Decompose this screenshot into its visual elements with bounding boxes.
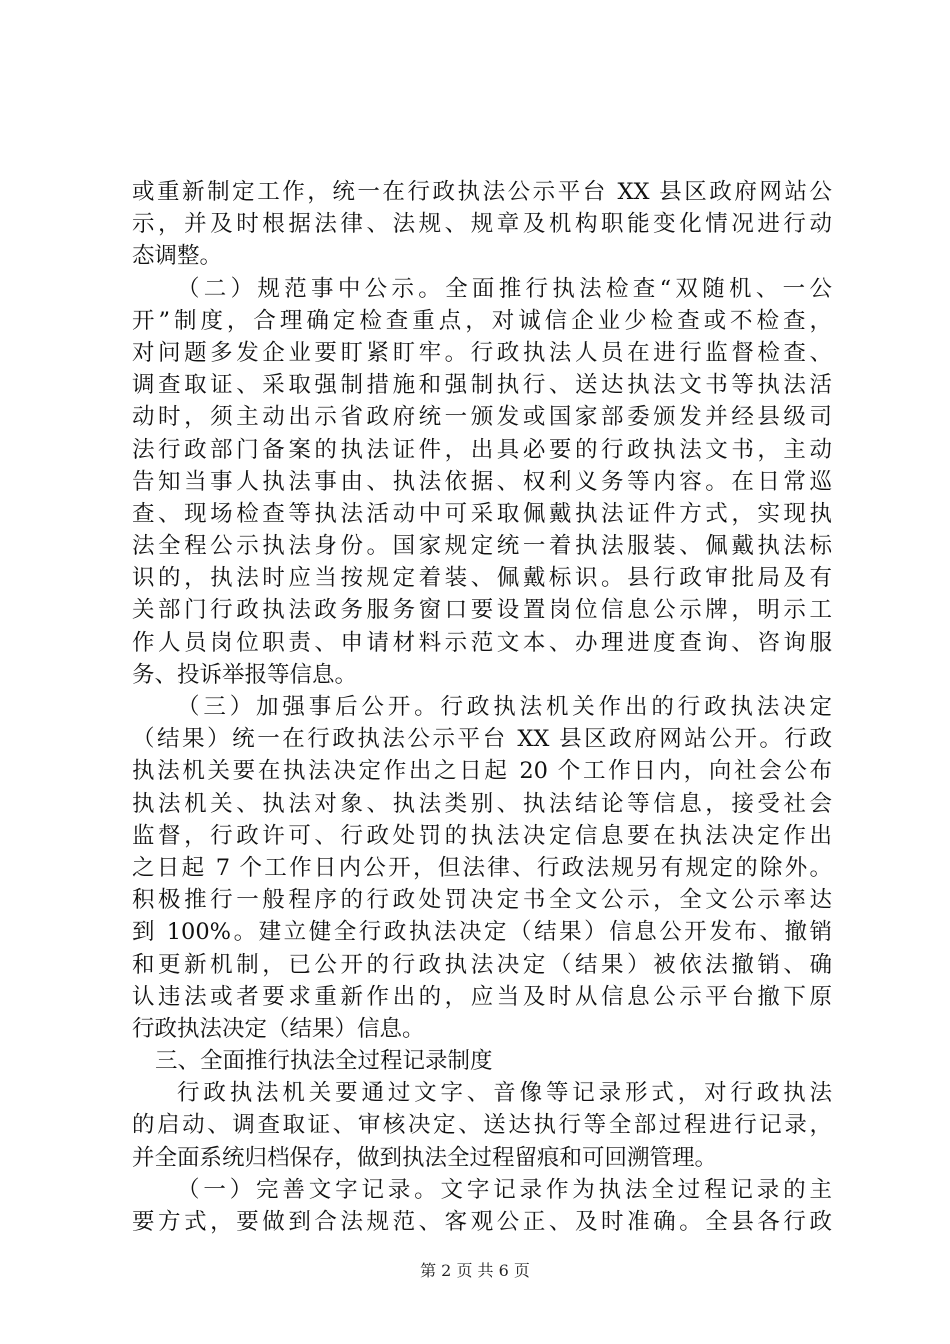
text-line: 调查取证、采取强制措施和强制执行、送达执法文书等执法活 [132,372,832,399]
text-line: 认违法或者要求重新作出的，应当及时从信息公示平台撤下原 [132,983,832,1010]
text-line: 法全程公示执法身份。国家规定统一着执法服装、佩戴执法标 [132,533,832,560]
text-line: （二）规范事中公示。全面推行执法检查“双随机、一公 [177,275,832,302]
text-line: 和更新机制，已公开的行政执法决定（结果）被依法撤销、确 [132,951,832,978]
text-line: 监督，行政许可、行政处罚的执法决定信息要在执法决定作出 [132,822,832,849]
text-line: 查、现场检查等执法活动中可采取佩戴执法证件方式，实现执 [132,500,832,527]
text-line: 执法机关要在执法决定作出之日起 20 个工作日内，向社会公布 [132,758,832,785]
text-line: 告知当事人执法事由、执法依据、权利义务等内容。在日常巡 [132,468,832,495]
text-line: 三、全面推行执法全过程记录制度 [155,1048,493,1075]
text-line: 并全面系统归档保存，做到执法全过程留痕和可回溯管理。 [132,1144,718,1171]
text-line: （三）加强事后公开。行政执法机关作出的行政执法决定 [177,694,832,720]
text-line: （一）完善文字记录。文字记录作为执法全过程记录的主 [177,1176,832,1203]
text-line: 示，并及时根据法律、法规、规章及机构职能变化情况进行动 [132,211,832,238]
text-line: 对问题多发企业要盯紧盯牢。行政执法人员在进行监督检查、 [132,339,832,366]
text-line: 行政执法机关要通过文字、音像等记录形式，对行政执法 [177,1080,832,1107]
text-line: 作人员岗位职责、申请材料示范文本、办理进度查询、咨询服 [132,629,832,656]
text-line: 识的，执法时应当按规定着装、佩戴标识。县行政审批局及有 [132,565,832,592]
text-line: 关部门行政执法政务服务窗口要设置岗位信息公示牌，明示工 [132,597,832,624]
text-line: 法行政部门备案的执法证件，出具必要的行政执法文书，主动 [132,436,832,463]
text-line: 之日起 7 个工作日内公开，但法律、行政法规另有规定的除外。 [132,854,832,881]
text-line: 执法机关、执法对象、执法类别、执法结论等信息，接受社会 [132,790,832,817]
text-line: 要方式，要做到合法规范、客观公正、及时准确。全县各行政 [132,1209,832,1235]
text-line: 或重新制定工作，统一在行政执法公示平台 XX 县区政府网站公 [132,179,832,205]
text-line: 务、投诉举报等信息。 [132,661,358,688]
text-line: 开”制度，合理确定检查重点，对诚信企业少检查或不检查， [132,307,832,334]
text-line: （结果）统一在行政执法公示平台 XX 县区政府网站公开。行政 [132,726,832,753]
body-text [132,176,832,1238]
text-line: 动时，须主动出示省政府统一颁发或国家部委颁发并经县级司 [132,404,832,431]
text-line: 积极推行一般程序的行政处罚决定书全文公示，全文公示率达 [132,887,832,914]
text-line: 的启动、调查取证、审核决定、送达执行等全部过程进行记录， [132,1112,832,1139]
text-line: 到 100%。建立健全行政执法决定（结果）信息公开发布、撤销 [132,919,832,946]
text-line: 态调整。 [132,243,223,270]
page-footer: 第 2 页 共 6 页 [420,1261,530,1280]
text-line: 行政执法决定（结果）信息。 [132,1015,425,1042]
